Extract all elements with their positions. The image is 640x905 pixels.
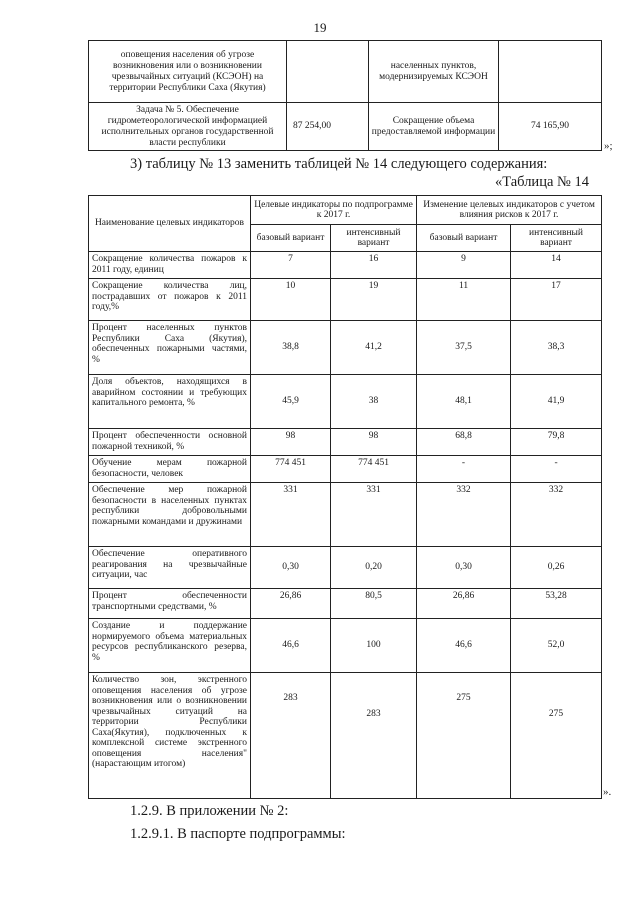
- row-base-target: 46,6: [251, 619, 331, 673]
- page-number: 19: [313, 20, 327, 35]
- top-row-value: 74 165,90: [499, 103, 602, 151]
- row-name: Обеспечение оперативного реагирования на чрезвычайные ситуации, час: [89, 547, 251, 589]
- row-intensive-risk: 38,3: [511, 321, 602, 375]
- row-base-risk: 332: [417, 483, 511, 547]
- row-name: Обучение мерам пожарной безопасности, человек: [89, 456, 251, 483]
- table-row: [89, 279, 602, 321]
- row-intensive-target: 0,20: [331, 547, 417, 589]
- top-table-end-mark: »;: [604, 140, 613, 152]
- header-group-risks: Изменение целевых индикаторов с учетом влияния рисков к 2017 г.: [417, 196, 602, 225]
- row-base-target: 98: [251, 429, 331, 456]
- indicators-table: [88, 195, 602, 799]
- row-base-target: 331: [251, 483, 331, 547]
- row-name: Сокращение количества пожаров к 2011 году, единиц: [89, 252, 251, 279]
- row-name: Сокращение количества лиц, пострадавших от пожаров к 2011 году,%: [89, 279, 251, 321]
- row-name: Количество зон, экстренного оповещения населения об угрозе возникновения или о возникновении чрезвычайных ситуаций на территории Республики Саха(Якутия), подключенных к комплексной системе экстренного оповещения населения"(нарастающим итогом): [89, 673, 251, 799]
- top-row-value: [499, 41, 602, 103]
- table-row: [89, 456, 602, 483]
- row-intensive-target: 80,5: [331, 589, 417, 619]
- header-group-targets: Целевые индикаторы по подпрограмме к 2017 г.: [251, 196, 417, 225]
- row-base-target: 38,8: [251, 321, 331, 375]
- row-intensive-target: 283: [331, 673, 417, 799]
- row-base-risk: 0,30: [417, 547, 511, 589]
- row-intensive-risk: 14: [511, 252, 602, 279]
- row-name: Процент обеспеченности транспортными средствами, %: [89, 589, 251, 619]
- header-base-2: базовый вариант: [417, 225, 511, 252]
- replace-instruction: 3) таблицу № 13 заменить таблицей № 14 следующего содержания:: [130, 156, 548, 172]
- row-base-risk: -: [417, 456, 511, 483]
- top-row-amount: 87 254,00: [287, 103, 369, 151]
- header-intensive-1: интенсивный вариант: [331, 225, 417, 252]
- row-intensive-risk: 17: [511, 279, 602, 321]
- row-intensive-target: 19: [331, 279, 417, 321]
- row-base-risk: 68,8: [417, 429, 511, 456]
- row-intensive-target: 100: [331, 619, 417, 673]
- row-intensive-risk: 79,8: [511, 429, 602, 456]
- top-row-name: оповещения населения об угрозе возникновения или о возникновении чрезвычайных ситуаций (КСЭОН) на территории Республики Саха (Якутия): [89, 41, 287, 103]
- top-table-row: [89, 41, 602, 103]
- row-base-target: 283: [251, 673, 331, 799]
- table-row: [89, 252, 602, 279]
- row-base-risk: 46,6: [417, 619, 511, 673]
- row-base-target: 10: [251, 279, 331, 321]
- table-row: [89, 483, 602, 547]
- row-intensive-risk: 0,26: [511, 547, 602, 589]
- row-name: Создание и поддержание нормируемого объема материальных ресурсов республиканского резерва, %: [89, 619, 251, 673]
- row-intensive-target: 41,2: [331, 321, 417, 375]
- row-intensive-risk: 52,0: [511, 619, 602, 673]
- row-intensive-target: 331: [331, 483, 417, 547]
- table-row: [89, 589, 602, 619]
- row-name: Процент населенных пунктов Республики Саха (Якутия), обеспеченных пожарными частями, %: [89, 321, 251, 375]
- row-name: Обеспечение мер пожарной безопасности в населенных пунктах республики добровольными пожарными командами и дружинами: [89, 483, 251, 547]
- table-row: [89, 619, 602, 673]
- table-end-mark: ».: [603, 786, 612, 798]
- row-intensive-target: 38: [331, 375, 417, 429]
- row-intensive-target: 774 451: [331, 456, 417, 483]
- top-row-name: Задача № 5. Обеспечение гидрометеорологической информацией исполнительных органов государственной власти республики: [89, 103, 287, 151]
- table-row: [89, 375, 602, 429]
- top-table: [88, 40, 602, 151]
- row-intensive-target: 98: [331, 429, 417, 456]
- row-base-target: 26,86: [251, 589, 331, 619]
- row-base-target: 7: [251, 252, 331, 279]
- header-intensive-2: интенсивный вариант: [511, 225, 602, 252]
- row-intensive-target: 16: [331, 252, 417, 279]
- row-base-risk: 48,1: [417, 375, 511, 429]
- header-name: Наименование целевых индикаторов: [89, 196, 251, 252]
- table-row: [89, 673, 602, 799]
- row-base-target: 0,30: [251, 547, 331, 589]
- row-base-target: 45,9: [251, 375, 331, 429]
- row-base-risk: 37,5: [417, 321, 511, 375]
- row-base-risk: 9: [417, 252, 511, 279]
- table-row: [89, 321, 602, 375]
- row-intensive-risk: 275: [511, 673, 602, 799]
- top-row-indicator: населенных пунктов, модернизируемых КСЭОН: [369, 41, 499, 103]
- section-item-1-2-9-1: 1.2.9.1. В паспорте подпрограммы:: [130, 826, 346, 842]
- row-base-target: 774 451: [251, 456, 331, 483]
- table-row: [89, 429, 602, 456]
- row-base-risk: 275: [417, 673, 511, 799]
- top-row-amount: [287, 41, 369, 103]
- section-item-1-2-9: 1.2.9. В приложении № 2:: [130, 803, 289, 819]
- top-table-row: [89, 103, 602, 151]
- row-intensive-risk: 332: [511, 483, 602, 547]
- row-name: Процент обеспеченности основной пожарной техникой, %: [89, 429, 251, 456]
- header-base-1: базовый вариант: [251, 225, 331, 252]
- table-caption: «Таблица № 14: [495, 174, 589, 190]
- top-row-indicator: Сокращение объема предоставляемой информации: [369, 103, 499, 151]
- row-base-risk: 26,86: [417, 589, 511, 619]
- row-name: Доля объектов, находящихся в аварийном состоянии и требующих капитального ремонта, %: [89, 375, 251, 429]
- row-intensive-risk: 53,28: [511, 589, 602, 619]
- row-base-risk: 11: [417, 279, 511, 321]
- row-intensive-risk: -: [511, 456, 602, 483]
- table-row: [89, 547, 602, 589]
- table-header-row: [89, 196, 602, 225]
- row-intensive-risk: 41,9: [511, 375, 602, 429]
